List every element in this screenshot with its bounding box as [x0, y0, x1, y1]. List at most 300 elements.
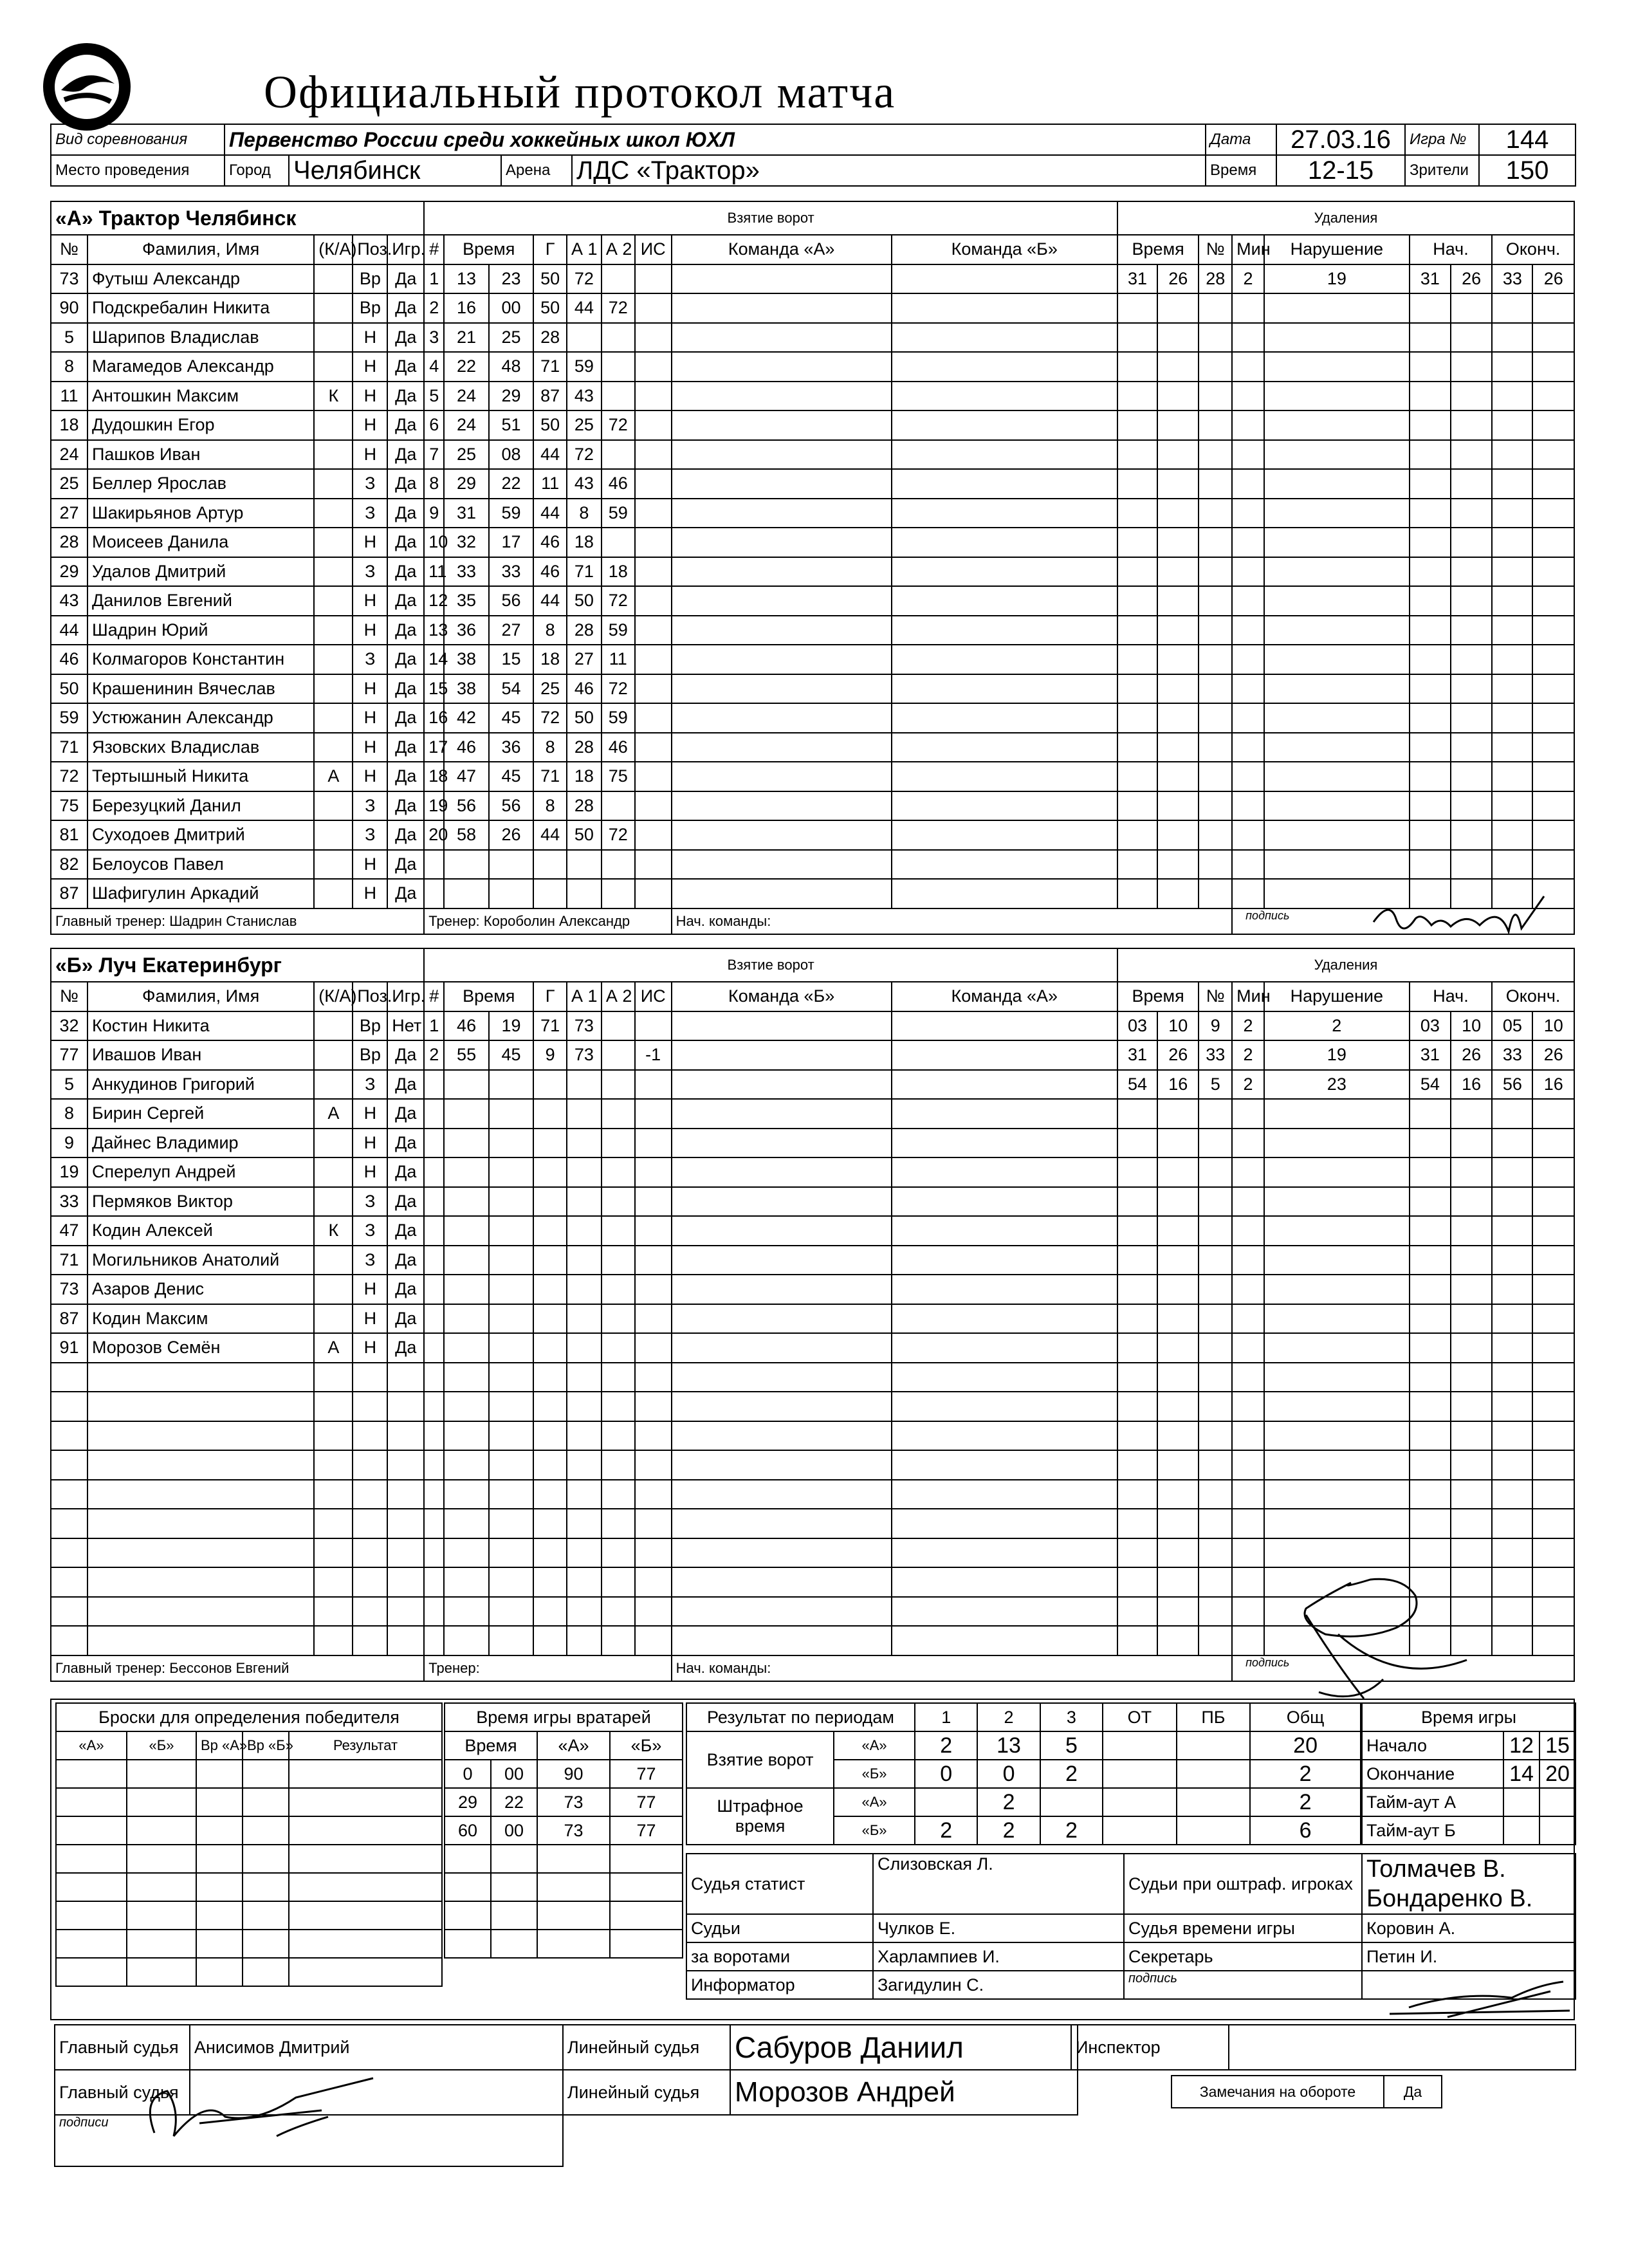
team-right-cell: [892, 440, 1117, 470]
penalty-end-sec: [1532, 1304, 1574, 1334]
player-played: Да: [387, 1187, 424, 1217]
penalty-end-sec: 26: [1532, 264, 1574, 294]
ref-label-2: Главный судья: [55, 2070, 190, 2115]
goalie-a-number: 90: [537, 1760, 610, 1788]
goal-assist-1: [567, 850, 602, 880]
penalty-minute: [1117, 1099, 1157, 1129]
goal-minute: 25: [444, 440, 488, 470]
team-right-cell: [892, 762, 1117, 791]
team-right-cell: [892, 1597, 1117, 1627]
teamB-col-pn: №: [1199, 982, 1232, 1011]
goal-second: [489, 1567, 533, 1597]
teamA-col-lt: Команда «А»: [672, 235, 892, 264]
goal-scorer: 44: [533, 440, 567, 470]
penalty-end-min: [1492, 382, 1532, 411]
table-row: [51, 382, 1574, 411]
penalty-start-sec: [1451, 1216, 1492, 1246]
player-played: Да: [387, 499, 424, 528]
goal-second: [489, 1597, 533, 1627]
goal-assist-2: [602, 1070, 635, 1100]
goalie-a-number: [537, 1930, 610, 1958]
player-played: Да: [387, 674, 424, 704]
player-name: [87, 1421, 314, 1451]
penalty-start-min: [1410, 1216, 1451, 1246]
penalty-end-min: [1492, 1363, 1532, 1392]
goal-number: 15: [424, 674, 444, 704]
goal-number: [424, 1392, 444, 1421]
goalie-time-row: [445, 1901, 683, 1930]
goal-situation: [635, 410, 672, 440]
team-left-cell: [672, 382, 892, 411]
penalty-second: [1157, 1275, 1199, 1304]
table-row: [51, 469, 1574, 499]
player-number: 11: [51, 382, 87, 411]
goal-assist-2: 59: [602, 499, 635, 528]
player-number: 8: [51, 1099, 87, 1129]
penalty-start-min: [1410, 850, 1451, 880]
player-played: Да: [387, 1216, 424, 1246]
goal-second: 22: [489, 469, 533, 499]
player-number: 25: [51, 469, 87, 499]
goal-assist-1: [567, 1567, 602, 1597]
penalty-end-min: [1492, 528, 1532, 557]
player-position: [353, 1509, 387, 1538]
goal-minute: [444, 1450, 488, 1480]
teamB-col-pos: Поз.: [353, 982, 387, 1011]
goal-minute: 38: [444, 645, 488, 674]
goalie-change-minute: 60: [445, 1816, 491, 1845]
goal-second: 54: [489, 674, 533, 704]
goal-number: 2: [424, 293, 444, 323]
shootout-gb: Вр «Б»: [243, 1731, 289, 1760]
penalty-end-sec: [1532, 1626, 1574, 1655]
goal-assist-2: [602, 352, 635, 382]
penalty-infraction: [1264, 616, 1410, 645]
player-number: 9: [51, 1129, 87, 1158]
goal-second: 56: [489, 791, 533, 821]
penalty-minutes: [1232, 293, 1264, 323]
goal-number: 19: [424, 791, 444, 821]
penalty-minute: [1117, 499, 1157, 528]
goal-number: 14: [424, 645, 444, 674]
penalty-player: [1199, 528, 1232, 557]
player-name: Ивашов Иван: [87, 1040, 314, 1070]
goal-scorer: 18: [533, 645, 567, 674]
penalty-start-min: [1410, 1363, 1451, 1392]
table-row: [51, 293, 1574, 323]
goal-assist-2: [602, 1392, 635, 1421]
penalty-second: [1157, 1363, 1199, 1392]
table-row: [51, 1450, 1574, 1480]
penalty-start-sec: [1451, 352, 1492, 382]
goal-second: 59: [489, 499, 533, 528]
goal-second: 36: [489, 733, 533, 762]
table-row: [51, 1129, 1574, 1158]
goal-situation: [635, 557, 672, 587]
goal-situation: [635, 1480, 672, 1509]
penalty-minutes: 2: [1232, 1070, 1264, 1100]
player-number: 29: [51, 557, 87, 587]
arena-value: ЛДС «Трактор»: [572, 155, 1206, 186]
date-label: Дата: [1206, 124, 1276, 155]
player-position: З: [353, 1070, 387, 1100]
total-col: Общ: [1250, 1703, 1361, 1731]
penalty-minute: [1117, 703, 1157, 733]
goal-situation: -1: [635, 1040, 672, 1070]
player-name: Белоусов Павел: [87, 850, 314, 880]
goal-scorer: [533, 1070, 567, 1100]
goal-situation: [635, 1567, 672, 1597]
penalty-second: [1157, 762, 1199, 791]
goal-situation: [635, 1392, 672, 1421]
penalty-second: [1157, 382, 1199, 411]
signature-coach-b: [1300, 1570, 1493, 1718]
player-role: [314, 1246, 353, 1275]
penalty-end-sec: [1532, 674, 1574, 704]
penalty-start-min: [1410, 616, 1451, 645]
penalty-player: [1199, 1538, 1232, 1568]
penalty-end-min: [1492, 1129, 1532, 1158]
goal-second: [489, 1421, 533, 1451]
goal-assist-2: [602, 1187, 635, 1217]
goal-minute: 38: [444, 674, 488, 704]
penalty-minutes: [1232, 645, 1264, 674]
table-row: [51, 791, 1574, 821]
penalty-infraction: [1264, 586, 1410, 616]
goal-second: [489, 850, 533, 880]
goal-minute: [444, 1304, 488, 1334]
goal-scorer: 50: [533, 293, 567, 323]
penalty-start-sec: [1451, 469, 1492, 499]
penalty-start-sec: [1451, 1509, 1492, 1538]
goal-assist-1: [567, 1246, 602, 1275]
penalty-player: [1199, 410, 1232, 440]
penalty-minutes: [1232, 850, 1264, 880]
penalty-minutes: [1232, 1567, 1264, 1597]
penalty-second: [1157, 1333, 1199, 1363]
player-role: [314, 733, 353, 762]
goal-scorer: [533, 1187, 567, 1217]
teamA-col-pm: Мин: [1232, 235, 1264, 264]
linesmen-table: [562, 2024, 1078, 2116]
penalty-minutes: [1232, 762, 1264, 791]
team-left-cell: [672, 1246, 892, 1275]
penalty-second: [1157, 1099, 1199, 1129]
team-right-cell: [892, 879, 1117, 908]
penalty-start-sec: [1451, 557, 1492, 587]
penalty-second: 10: [1157, 1011, 1199, 1041]
penalty-minutes: [1232, 1187, 1264, 1217]
goal-number: [424, 850, 444, 880]
player-played: [387, 1509, 424, 1538]
penalty-start-sec: [1451, 762, 1492, 791]
penalty-minutes: [1232, 1626, 1264, 1655]
player-number: [51, 1567, 87, 1597]
penalty-end-min: [1492, 1304, 1532, 1334]
penalty-minute: [1117, 382, 1157, 411]
player-role: [314, 469, 353, 499]
notes-table: [1171, 2075, 1442, 2108]
goal-assist-2: [602, 1626, 635, 1655]
head-coach-name: Бессонов Евгений: [169, 1659, 289, 1676]
player-position: Н: [353, 1275, 387, 1304]
penalty-start-min: [1410, 1304, 1451, 1334]
player-role: [314, 1070, 353, 1100]
goal-assist-2: [602, 1216, 635, 1246]
player-name: Морозов Семён: [87, 1333, 314, 1363]
shootout-a: «А»: [56, 1731, 127, 1760]
penalty-player: [1199, 323, 1232, 353]
penalty-second: [1157, 1509, 1199, 1538]
player-played: Да: [387, 1070, 424, 1100]
goal-scorer: 46: [533, 528, 567, 557]
player-position: Н: [353, 440, 387, 470]
penalty-end-sec: [1532, 1450, 1574, 1480]
penalty-end-sec: [1532, 586, 1574, 616]
team-right-cell: [892, 1363, 1117, 1392]
goal-scorer: [533, 1129, 567, 1158]
penalty-minute: [1117, 440, 1157, 470]
goal-assist-2: [602, 264, 635, 294]
penalty-start-sec: [1451, 1275, 1492, 1304]
penalty-player: [1199, 1246, 1232, 1275]
team-left-cell: [672, 1011, 892, 1041]
player-number: [51, 1392, 87, 1421]
player-position: Н: [353, 1099, 387, 1129]
team-right-cell: [892, 264, 1117, 294]
player-played: Да: [387, 1040, 424, 1070]
head-coach-label: Главный тренер:: [55, 912, 166, 929]
goal-assist-1: [567, 1157, 602, 1187]
goal-assist-1: 73: [567, 1040, 602, 1070]
goal-number: [424, 1626, 444, 1655]
goal-assist-2: 72: [602, 586, 635, 616]
penalty-end-min: [1492, 1626, 1532, 1655]
player-role: [314, 352, 353, 382]
penalty-minutes: [1232, 1597, 1264, 1627]
goalie-time-row: [445, 1816, 683, 1845]
ref-signs-label: подписи: [55, 2115, 563, 2166]
table-row: [51, 352, 1574, 382]
player-number: 5: [51, 1070, 87, 1100]
player-position: З: [353, 820, 387, 850]
city-value: Челябинск: [289, 155, 501, 186]
player-position: Н: [353, 528, 387, 557]
start-label: Начало: [1362, 1731, 1503, 1760]
penalty-start-sec: [1451, 1129, 1492, 1158]
player-number: 77: [51, 1040, 87, 1070]
teamA-col-pt: Время: [1117, 235, 1199, 264]
player-played: Да: [387, 645, 424, 674]
penalty-player: [1199, 1304, 1232, 1334]
penalty-end-min: 33: [1492, 1040, 1532, 1070]
goal-minute: [444, 1070, 488, 1100]
goal-scorer: 11: [533, 469, 567, 499]
goal-second: 45: [489, 762, 533, 791]
penalty-player: [1199, 645, 1232, 674]
teamA-table: [50, 201, 1575, 935]
goal-minute: [444, 1538, 488, 1568]
goal-situation: [635, 1070, 672, 1100]
player-name: Могильников Анатолий: [87, 1246, 314, 1275]
goal-number: [424, 1129, 444, 1158]
penalty-end-min: [1492, 469, 1532, 499]
player-role: [314, 1421, 353, 1451]
team-right-cell: [892, 1450, 1117, 1480]
goal-judges-label-1: Судьи: [686, 1914, 873, 1942]
goal-minute: 46: [444, 733, 488, 762]
goal-scorer: 50: [533, 410, 567, 440]
goal-situation: [635, 1304, 672, 1334]
penalty-second: [1157, 1157, 1199, 1187]
team-right-cell: [892, 791, 1117, 821]
inspector-table: [1071, 2024, 1576, 2070]
time-value: 12-15: [1276, 155, 1405, 186]
goal-assist-1: 28: [567, 791, 602, 821]
team-right-cell: [892, 323, 1117, 353]
team-left-cell: [672, 703, 892, 733]
penalty-minutes: [1232, 1421, 1264, 1451]
competition-label: Вид соревнования: [51, 124, 225, 155]
goalie-time-row: [445, 1845, 683, 1873]
goal-minute: [444, 1333, 488, 1363]
goal-number: 13: [424, 616, 444, 645]
team-left-cell: [672, 1363, 892, 1392]
penalty-player: [1199, 820, 1232, 850]
period-value: [1103, 1788, 1177, 1816]
penalty-minutes: [1232, 440, 1264, 470]
penalty-end-min: [1492, 850, 1532, 880]
player-name: Крашенинин Вячеслав: [87, 674, 314, 704]
penalty-start-min: [1410, 674, 1451, 704]
penalty-minutes: [1232, 352, 1264, 382]
game-number: 144: [1479, 124, 1576, 155]
penalty-minute: [1117, 1597, 1157, 1627]
penalty-end-min: [1492, 1392, 1532, 1421]
goal-assist-2: 11: [602, 645, 635, 674]
team-right-cell: [892, 1216, 1117, 1246]
player-played: Да: [387, 850, 424, 880]
chief-label: Нач. команды:: [675, 912, 771, 929]
penalty-second: [1157, 703, 1199, 733]
goal-second: [489, 1275, 533, 1304]
team-right-cell: [892, 1157, 1117, 1187]
penalty-minutes: [1232, 469, 1264, 499]
goal-situation: [635, 323, 672, 353]
goal-situation: [635, 1157, 672, 1187]
teamB-title: «Б» Луч Екатеринбург: [51, 948, 424, 982]
teamA-col-n: №: [51, 235, 87, 264]
penalty-start-sec: [1451, 1304, 1492, 1334]
goal-number: 18: [424, 762, 444, 791]
teamA-col-pos: Поз.: [353, 235, 387, 264]
player-name: [87, 1597, 314, 1627]
goal-scorer: 71: [533, 762, 567, 791]
table-row: [51, 616, 1574, 645]
penalty-infraction: [1264, 528, 1410, 557]
penalty-player: [1199, 557, 1232, 587]
penalty-start-sec: [1451, 1450, 1492, 1480]
goal-scorer: [533, 850, 567, 880]
team-right-cell: [892, 645, 1117, 674]
player-number: 91: [51, 1333, 87, 1363]
table-row: [51, 1392, 1574, 1421]
penalty-start-min: [1410, 1480, 1451, 1509]
penalty-minute: 03: [1117, 1011, 1157, 1041]
goal-assist-1: 46: [567, 674, 602, 704]
goal-minute: 32: [444, 528, 488, 557]
penalty-end-sec: [1532, 1187, 1574, 1217]
period-value: 13: [977, 1731, 1040, 1760]
teamA-col-g: Г: [533, 235, 567, 264]
penalty-end-sec: [1532, 557, 1574, 587]
goal-assist-2: [602, 440, 635, 470]
spectators-value: 150: [1479, 155, 1576, 186]
player-position: Вр: [353, 1040, 387, 1070]
player-position: З: [353, 645, 387, 674]
table-row: [51, 1099, 1574, 1129]
team-left-cell: [672, 1216, 892, 1246]
penalty-start-sec: [1451, 674, 1492, 704]
player-position: Н: [353, 1129, 387, 1158]
penalty-player: [1199, 1597, 1232, 1627]
goal-assist-1: [567, 879, 602, 908]
goal-assist-2: [602, 1567, 635, 1597]
penalty-player: [1199, 703, 1232, 733]
team-left-cell: [672, 264, 892, 294]
player-name: Моисеев Данила: [87, 528, 314, 557]
penalty-end-min: [1492, 791, 1532, 821]
penalty-start-min: 03: [1410, 1011, 1451, 1041]
goal-situation: [635, 1538, 672, 1568]
goal-assist-2: [602, 1099, 635, 1129]
table-row: [51, 850, 1574, 880]
goal-number: 16: [424, 703, 444, 733]
team-left-cell: [672, 762, 892, 791]
teamA-coach: [424, 908, 671, 934]
player-played: Да: [387, 879, 424, 908]
stat-name: Слизовская Л.: [873, 1854, 1124, 1914]
penalty-minutes: [1232, 382, 1264, 411]
player-name: Подскребалин Никита: [87, 293, 314, 323]
penalty-second: [1157, 1392, 1199, 1421]
spectators-label: Зрители: [1405, 155, 1479, 186]
teamA-goals-header: Взятие ворот: [424, 201, 1117, 235]
penalty-end-sec: [1532, 733, 1574, 762]
penalty-infraction: [1264, 703, 1410, 733]
player-played: [387, 1421, 424, 1451]
penalty-infraction: [1264, 1187, 1410, 1217]
penalty-player: [1199, 733, 1232, 762]
period-value: 0: [977, 1760, 1040, 1788]
goal-situation: [635, 528, 672, 557]
penalty-player: [1199, 440, 1232, 470]
penalty-start-min: [1410, 293, 1451, 323]
player-name: Язовских Владислав: [87, 733, 314, 762]
goal-situation: [635, 1597, 672, 1627]
penalty-minutes: [1232, 1099, 1264, 1129]
penalty-end-sec: [1532, 645, 1574, 674]
player-name: Костин Никита: [87, 1011, 314, 1041]
goal-second: [489, 1480, 533, 1509]
player-name: Березуцкий Данил: [87, 791, 314, 821]
penalty-second: [1157, 1626, 1199, 1655]
teamA-col-rt: Команда «Б»: [892, 235, 1117, 264]
stat-label: Судья статист: [686, 1854, 873, 1914]
teamA-col-pi: Нарушение: [1264, 235, 1410, 264]
venue-label: Место проведения: [51, 155, 225, 186]
penalty-start-min: [1410, 1421, 1451, 1451]
